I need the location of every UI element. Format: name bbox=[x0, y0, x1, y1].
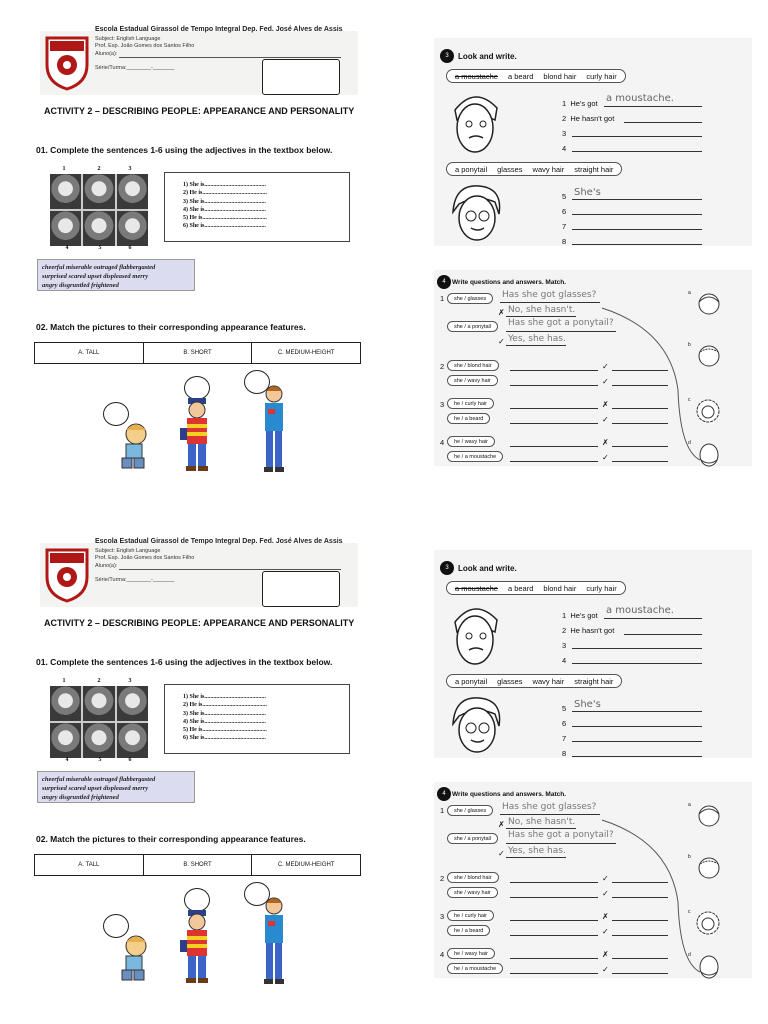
girl-cartoon bbox=[447, 182, 507, 244]
face-photo bbox=[117, 723, 148, 758]
word: straight hair bbox=[574, 164, 614, 174]
head-sketch-c bbox=[694, 398, 722, 424]
col-short: B. SHORT bbox=[144, 855, 253, 875]
answer-line[interactable] bbox=[510, 958, 598, 959]
answer-line[interactable] bbox=[572, 244, 702, 245]
side-letter: b bbox=[688, 854, 691, 860]
word: straight hair bbox=[574, 676, 614, 686]
answer-line[interactable] bbox=[510, 897, 598, 898]
faces-grid bbox=[50, 686, 148, 758]
line-number: 4 bbox=[562, 144, 567, 153]
sentences-box bbox=[164, 684, 350, 754]
exercise-heading: Look and write. bbox=[458, 564, 517, 573]
face-photo bbox=[117, 686, 148, 721]
face-photo bbox=[83, 686, 114, 721]
student-label: Aluno(a): bbox=[95, 51, 118, 57]
face-number: 3 bbox=[128, 166, 132, 172]
grade-box[interactable] bbox=[262, 59, 340, 95]
check-mark: ✓ bbox=[498, 337, 505, 346]
head-sketch-b bbox=[696, 856, 722, 880]
school-name: Escola Estadual Girassol de Tempo Integral Dep. Fed. José Alves de Assis bbox=[95, 26, 343, 33]
face-photo bbox=[117, 174, 148, 209]
man-cartoon bbox=[445, 602, 505, 670]
face-number: 4 bbox=[65, 757, 69, 763]
prompt-tag: he / wavy hair bbox=[447, 436, 495, 447]
exercise-heading: Write questions and answers. Match. bbox=[452, 791, 567, 798]
face-photo bbox=[83, 723, 114, 758]
handwritten-answer: a moustache. bbox=[606, 93, 674, 104]
check-mark: ✓ bbox=[602, 927, 609, 936]
face-number: 2 bbox=[97, 678, 101, 684]
adjective-line: surprised scared upset displeased merry bbox=[42, 273, 149, 280]
line-number: 6 bbox=[562, 207, 567, 216]
word: blond hair bbox=[543, 583, 577, 593]
answer-line[interactable] bbox=[572, 151, 702, 152]
word-bank-2 bbox=[446, 674, 622, 688]
word: a ponytail bbox=[455, 676, 488, 686]
prompt-tag: he / a beard bbox=[447, 925, 490, 936]
line-number: 3 bbox=[562, 129, 567, 138]
face-number: 6 bbox=[128, 757, 132, 763]
sentence-line[interactable]: 1) She is......................................... bbox=[183, 182, 266, 188]
answer-line[interactable] bbox=[506, 316, 576, 317]
sentence-line[interactable]: 6) She is......................................... bbox=[183, 223, 266, 230]
answer-line[interactable] bbox=[506, 345, 566, 346]
group-number: 4 bbox=[440, 950, 445, 959]
head-sketch-a bbox=[696, 804, 722, 828]
answer-line[interactable] bbox=[572, 741, 702, 742]
handwritten-answer: She's bbox=[574, 699, 601, 710]
man-cartoon bbox=[445, 90, 505, 158]
word-bank-2 bbox=[446, 162, 622, 176]
handwritten-answer: Yes, she has. bbox=[508, 334, 566, 344]
col-tall: A. TALL bbox=[35, 343, 144, 363]
side-letter: c bbox=[688, 909, 691, 915]
question-1-prompt: 01. Complete the sentences 1-6 using the adjectives in the textbox below. bbox=[36, 657, 333, 667]
head-sketch-c bbox=[694, 910, 722, 936]
answer-line[interactable] bbox=[572, 711, 702, 712]
prompt-tag: she / blond hair bbox=[447, 872, 499, 883]
group-number: 3 bbox=[440, 912, 445, 921]
face-photo bbox=[50, 723, 81, 758]
line-number: 1 He's got bbox=[562, 99, 598, 108]
word: a moustache bbox=[455, 71, 498, 81]
answer-line[interactable] bbox=[500, 814, 600, 815]
line-number: 7 bbox=[562, 734, 567, 743]
group-number: 3 bbox=[440, 400, 445, 409]
face-number: 4 bbox=[65, 245, 69, 251]
handwritten-answer: She's bbox=[574, 187, 601, 198]
answer-line[interactable] bbox=[510, 935, 598, 936]
medium-boy-picture bbox=[180, 910, 214, 984]
prompt-tag: he / curly hair bbox=[447, 910, 494, 921]
activity-title: ACTIVITY 2 – DESCRIBING PEOPLE: APPEARANCE AND PERSONALITY bbox=[44, 106, 355, 116]
answer-line[interactable] bbox=[624, 122, 702, 123]
sentence-line[interactable]: 4) She is......................................... bbox=[183, 206, 266, 213]
answer-line[interactable] bbox=[506, 857, 566, 858]
word: wavy hair bbox=[532, 164, 565, 174]
student-name-field[interactable] bbox=[119, 569, 341, 570]
sentences-box bbox=[164, 172, 350, 242]
question-1-prompt: 01. Complete the sentences 1-6 using the adjectives in the textbox below. bbox=[36, 145, 333, 155]
teacher-label: Prof. Esp. João Gomes dos Santos Filho bbox=[95, 555, 195, 561]
exercise-badge: 3 bbox=[440, 49, 454, 63]
handwritten-answer: a moustache. bbox=[606, 605, 674, 616]
word: glasses bbox=[497, 164, 523, 174]
student-name-field[interactable] bbox=[119, 57, 341, 58]
line-number: 7 bbox=[562, 222, 567, 231]
sentence-line[interactable]: 6) She is......................................... bbox=[183, 735, 266, 742]
head-sketch-b bbox=[696, 344, 722, 368]
sentence-line[interactable]: 5) He is........................................... bbox=[183, 215, 267, 222]
exercise-heading: Write questions and answers. Match. bbox=[452, 279, 567, 286]
tall-boy-picture bbox=[260, 897, 288, 985]
face-photo bbox=[50, 174, 81, 209]
prompt-tag: she / wavy hair bbox=[447, 375, 498, 386]
check-mark: ✓ bbox=[602, 415, 609, 424]
adjective-line: surprised scared upset displeased merry bbox=[42, 785, 149, 792]
answer-line[interactable] bbox=[500, 302, 600, 303]
word: curly hair bbox=[586, 71, 617, 81]
answer-line[interactable] bbox=[572, 648, 702, 649]
exercise-heading: Look and write. bbox=[458, 52, 517, 61]
check-mark: ✓ bbox=[602, 453, 609, 462]
check-mark: ✓ bbox=[602, 362, 609, 371]
word: a beard bbox=[507, 583, 534, 593]
answer-line[interactable] bbox=[510, 461, 598, 462]
col-medium-height: C. MEDIUM-HEIGHT bbox=[277, 862, 335, 868]
handwritten-question: Has she got a ponytail? bbox=[508, 318, 614, 328]
answer-line[interactable] bbox=[572, 136, 702, 137]
line-number: 5 bbox=[562, 192, 567, 201]
face-photo bbox=[50, 686, 81, 721]
prompt-tag: he / a moustache bbox=[447, 451, 503, 462]
check-mark: ✓ bbox=[602, 965, 609, 974]
exercise-badge: 4 bbox=[437, 275, 451, 289]
face-photo bbox=[83, 211, 114, 246]
answer-line[interactable] bbox=[604, 106, 702, 107]
height-table bbox=[34, 342, 361, 364]
school-name: Escola Estadual Girassol de Tempo Integral Dep. Fed. José Alves de Assis bbox=[95, 538, 343, 545]
face-number: 2 bbox=[97, 166, 101, 172]
group-number: 1 bbox=[440, 294, 445, 303]
school-logo bbox=[44, 35, 90, 91]
check-mark: ✓ bbox=[602, 889, 609, 898]
head-sketch-a bbox=[696, 292, 722, 316]
cross-mark: ✗ bbox=[602, 912, 609, 921]
student-label: Aluno(a): bbox=[95, 563, 118, 569]
prompt-tag: she / blond hair bbox=[447, 360, 499, 371]
line-number: 5 bbox=[562, 704, 567, 713]
worksheet-copy-bottom bbox=[0, 512, 768, 1024]
col-tall: A. TALL bbox=[35, 855, 144, 875]
short-boy-picture bbox=[112, 422, 154, 472]
answer-line[interactable] bbox=[510, 423, 598, 424]
exercise-badge: 3 bbox=[440, 561, 454, 575]
prompt-tag: he / wavy hair bbox=[447, 948, 495, 959]
cross-mark: ✗ bbox=[498, 820, 505, 829]
teacher-label: Prof. Esp. João Gomes dos Santos Filho bbox=[95, 43, 195, 49]
answer-line[interactable] bbox=[510, 920, 598, 921]
answer-line[interactable] bbox=[510, 446, 598, 447]
sentence-line[interactable]: 5) He is........................................... bbox=[183, 727, 267, 734]
word: wavy hair bbox=[532, 676, 565, 686]
prompt-tag: he / curly hair bbox=[447, 398, 494, 409]
group-number: 2 bbox=[440, 874, 445, 883]
answer-line[interactable] bbox=[510, 408, 598, 409]
adjectives-box bbox=[37, 771, 195, 803]
word: glasses bbox=[497, 676, 523, 686]
adjective-line: angry disgruntled frightened bbox=[42, 282, 119, 289]
sentence-line[interactable]: 1) She is......................................... bbox=[183, 694, 266, 700]
activity-title: ACTIVITY 2 – DESCRIBING PEOPLE: APPEARANCE AND PERSONALITY bbox=[44, 618, 355, 628]
word: curly hair bbox=[586, 583, 617, 593]
cross-mark: ✗ bbox=[498, 308, 505, 317]
line-number: 3 bbox=[562, 641, 567, 650]
subject-label: Subject: English Language bbox=[95, 548, 161, 554]
adjective-line: cheerful miserable outraged flabbergasted bbox=[42, 776, 156, 783]
subject-label: Subject: English Language bbox=[95, 36, 161, 42]
school-logo bbox=[44, 547, 90, 603]
prompt-tag: she / glasses bbox=[447, 293, 493, 304]
girl-cartoon bbox=[447, 694, 507, 756]
line-number: 6 bbox=[562, 719, 567, 728]
word: a beard bbox=[507, 71, 534, 81]
class-label: Série/Turma:________-_______ bbox=[95, 577, 175, 583]
side-letter: c bbox=[688, 397, 691, 403]
handwritten-answer: Yes, she has. bbox=[508, 846, 566, 856]
word-bank-1 bbox=[446, 581, 626, 595]
face-photo bbox=[50, 211, 81, 246]
prompt-tag: she / glasses bbox=[447, 805, 493, 816]
answer-line[interactable] bbox=[510, 370, 598, 371]
answer-line[interactable] bbox=[624, 634, 702, 635]
group-number: 2 bbox=[440, 362, 445, 371]
adjective-line: angry disgruntled frightened bbox=[42, 794, 119, 801]
answer-line[interactable] bbox=[572, 663, 702, 664]
line-number: 4 bbox=[562, 656, 567, 665]
face-number: 6 bbox=[128, 245, 132, 251]
answer-line[interactable] bbox=[572, 756, 702, 757]
word: a ponytail bbox=[455, 164, 488, 174]
answer-bubble[interactable] bbox=[184, 376, 210, 400]
answer-line[interactable] bbox=[510, 882, 598, 883]
prompt-tag: she / a ponytail bbox=[447, 833, 498, 844]
cross-mark: ✗ bbox=[602, 950, 609, 959]
group-number: 1 bbox=[440, 806, 445, 815]
line-number: 2 He hasn't got bbox=[562, 114, 615, 123]
col-medium-height: C. MEDIUM-HEIGHT bbox=[277, 350, 335, 356]
face-number: 5 bbox=[98, 757, 102, 763]
side-letter: a bbox=[688, 290, 691, 296]
handwritten-question: Has she got glasses? bbox=[502, 290, 597, 300]
check-mark: ✓ bbox=[602, 874, 609, 883]
prompt-tag: he / a moustache bbox=[447, 963, 503, 974]
side-letter: d bbox=[688, 440, 691, 446]
sentence-line[interactable]: 3) She is......................................... bbox=[183, 710, 266, 717]
tall-boy-picture bbox=[260, 385, 288, 473]
line-number: 8 bbox=[562, 237, 567, 246]
handwritten-question: Has she got a ponytail? bbox=[508, 830, 614, 840]
side-letter: d bbox=[688, 952, 691, 958]
handwritten-answer: No, she hasn't. bbox=[508, 305, 576, 315]
face-number: 1 bbox=[62, 166, 66, 172]
line-number: 1 He's got bbox=[562, 611, 598, 620]
faces-grid bbox=[50, 174, 148, 246]
handwritten-question: Has she got glasses? bbox=[502, 802, 597, 812]
answer-line[interactable] bbox=[510, 385, 598, 386]
sentence-line[interactable]: 2) He is........................................... bbox=[183, 702, 267, 709]
line-number: 8 bbox=[562, 749, 567, 758]
word: blond hair bbox=[543, 71, 577, 81]
cross-mark: ✗ bbox=[602, 438, 609, 447]
sentence-line[interactable]: 4) She is......................................... bbox=[183, 718, 266, 725]
short-boy-picture bbox=[112, 934, 154, 984]
line-number: 2 He hasn't got bbox=[562, 626, 615, 635]
medium-boy-picture bbox=[180, 398, 214, 472]
question-2-prompt: 02. Match the pictures to their corresponding appearance features. bbox=[36, 322, 306, 332]
face-photo bbox=[83, 174, 114, 209]
head-sketch-d bbox=[696, 954, 722, 980]
cross-mark: ✗ bbox=[602, 400, 609, 409]
answer-line[interactable] bbox=[510, 973, 598, 974]
prompt-tag: she / a ponytail bbox=[447, 321, 498, 332]
head-sketch-d bbox=[696, 442, 722, 468]
height-table bbox=[34, 854, 361, 876]
face-number: 1 bbox=[62, 678, 66, 684]
class-label: Série/Turma:________-_______ bbox=[95, 65, 175, 71]
face-photo bbox=[117, 211, 148, 246]
answer-line[interactable] bbox=[604, 618, 702, 619]
prompt-tag: she / wavy hair bbox=[447, 887, 498, 898]
adjectives-box bbox=[37, 259, 195, 291]
answer-line[interactable] bbox=[572, 199, 702, 200]
exercise-badge: 4 bbox=[437, 787, 451, 801]
check-mark: ✓ bbox=[498, 849, 505, 858]
answer-line[interactable] bbox=[506, 828, 576, 829]
group-number: 4 bbox=[440, 438, 445, 447]
sentence-line[interactable]: 2) He is........................................... bbox=[183, 190, 267, 197]
answer-bubble[interactable] bbox=[184, 888, 210, 912]
grade-box[interactable] bbox=[262, 571, 340, 607]
word: a moustache bbox=[455, 583, 498, 593]
side-letter: a bbox=[688, 802, 691, 808]
side-letter: b bbox=[688, 342, 691, 348]
answer-line[interactable] bbox=[572, 214, 702, 215]
answer-line[interactable] bbox=[572, 229, 702, 230]
prompt-tag: he / a beard bbox=[447, 413, 490, 424]
word-bank-1 bbox=[446, 69, 626, 83]
check-mark: ✓ bbox=[602, 377, 609, 386]
col-short: B. SHORT bbox=[144, 343, 253, 363]
answer-line[interactable] bbox=[572, 726, 702, 727]
face-number: 5 bbox=[98, 245, 102, 251]
handwritten-answer: No, she hasn't. bbox=[508, 817, 576, 827]
question-2-prompt: 02. Match the pictures to their corresponding appearance features. bbox=[36, 834, 306, 844]
sentence-line[interactable]: 3) She is......................................... bbox=[183, 198, 266, 205]
adjective-line: cheerful miserable outraged flabbergasted bbox=[42, 264, 156, 271]
face-number: 3 bbox=[128, 678, 132, 684]
